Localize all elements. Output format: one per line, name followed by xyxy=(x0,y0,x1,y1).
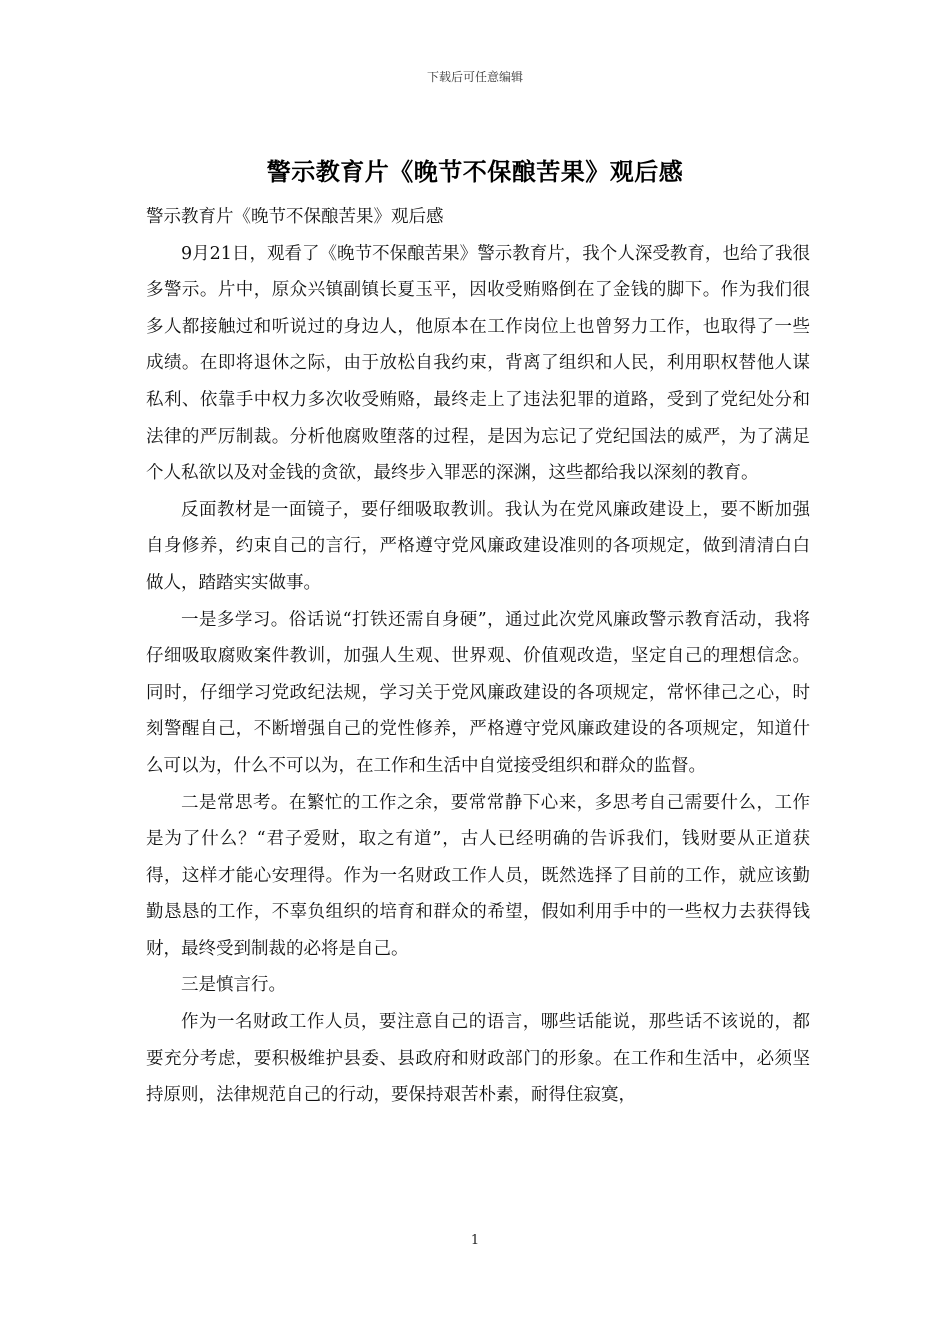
paragraph: 二是常思考。在繁忙的工作之余，要常常静下心来，多思考自己需要什么，工作是为了什么？“君子爱财，取之有道”，古人已经明确的告诉我们，钱财要从正道获得，这样才能心安理得。作为一名财政工作人员，既然选择了目前的工作，就应该勤勤恳恳的工作，不辜负组织的培育和群众的希望，假如利用手中的一些权力去获得钱财，最终受到制裁的必将是自己。 xyxy=(146,792,810,959)
paragraph: 一是多学习。俗话说“打铁还需自身硬”，通过此次党风廉政警示教育活动，我将仔细吸取腐败案件教训，加强人生观、世界观、价值观改造，坚定自己的理想信念。同时，仔细学习党政纪法规，学习关于党风廉政建设的各项规定，常怀律己之心，时刻警醒自己，不断增强自己的党性修养，严格遵守党风廉政建设的各项规定，知道什么可以为，什么不可以为，在工作和生活中自觉接受组织和群众的监督。 xyxy=(146,609,810,776)
paragraph: 作为一名财政工作人员，要注意自己的语言，哪些话能说，那些话不该说的，都要充分考虑，要积极维护县委、县政府和财政部门的形象。在工作和生活中，必须坚持原则，法律规范自己的行动，要保持艰苦朴素，耐得住寂寞， xyxy=(146,1012,810,1106)
document-title: 警示教育片《晚节不保酿苦果》观后感 xyxy=(266,157,684,186)
paragraph: 三是慎言行。 xyxy=(181,975,286,996)
paragraph: 反面教材是一面镜子，要仔细吸取教训。我认为在党风廉政建设上，要不断加强自身修养，约束自己的言行，严格遵守党风廉政建设准则的各项规定，做到清清白白做人，踏踏实实做事。 xyxy=(146,499,810,593)
paragraph: 9月21日，观看了《晚节不保酿苦果》警示教育片，我个人深受教育，也给了我很多警示。片中，原众兴镇副镇长夏玉平，因收受贿赂倒在了金钱的脚下。作为我们很多人都接触过和听说过的身边人，他原本在工作岗位上也曾努力工作，也取得了一些成绩。在即将退休之际，由于放松自我约束，背离了组织和人民，利用职权替他人谋私利、依靠手中权力多次收受贿赂，最终走上了违法犯罪的道路，受到了党纪处分和法律的严厉制裁。分析他腐败堕落的过程，是因为忘记了党纪国法的威严，为了满足个人私欲以及对金钱的贪欲，最终步入罪恶的深渊，这些都给我以深刻的教育。 xyxy=(146,243,810,484)
header-note: 下载后可任意编辑 xyxy=(426,70,523,84)
document-body xyxy=(146,199,810,1114)
page-number: 1 xyxy=(470,1233,480,1248)
document-subtitle: 警示教育片《晚节不保酿苦果》观后感 xyxy=(146,207,444,227)
